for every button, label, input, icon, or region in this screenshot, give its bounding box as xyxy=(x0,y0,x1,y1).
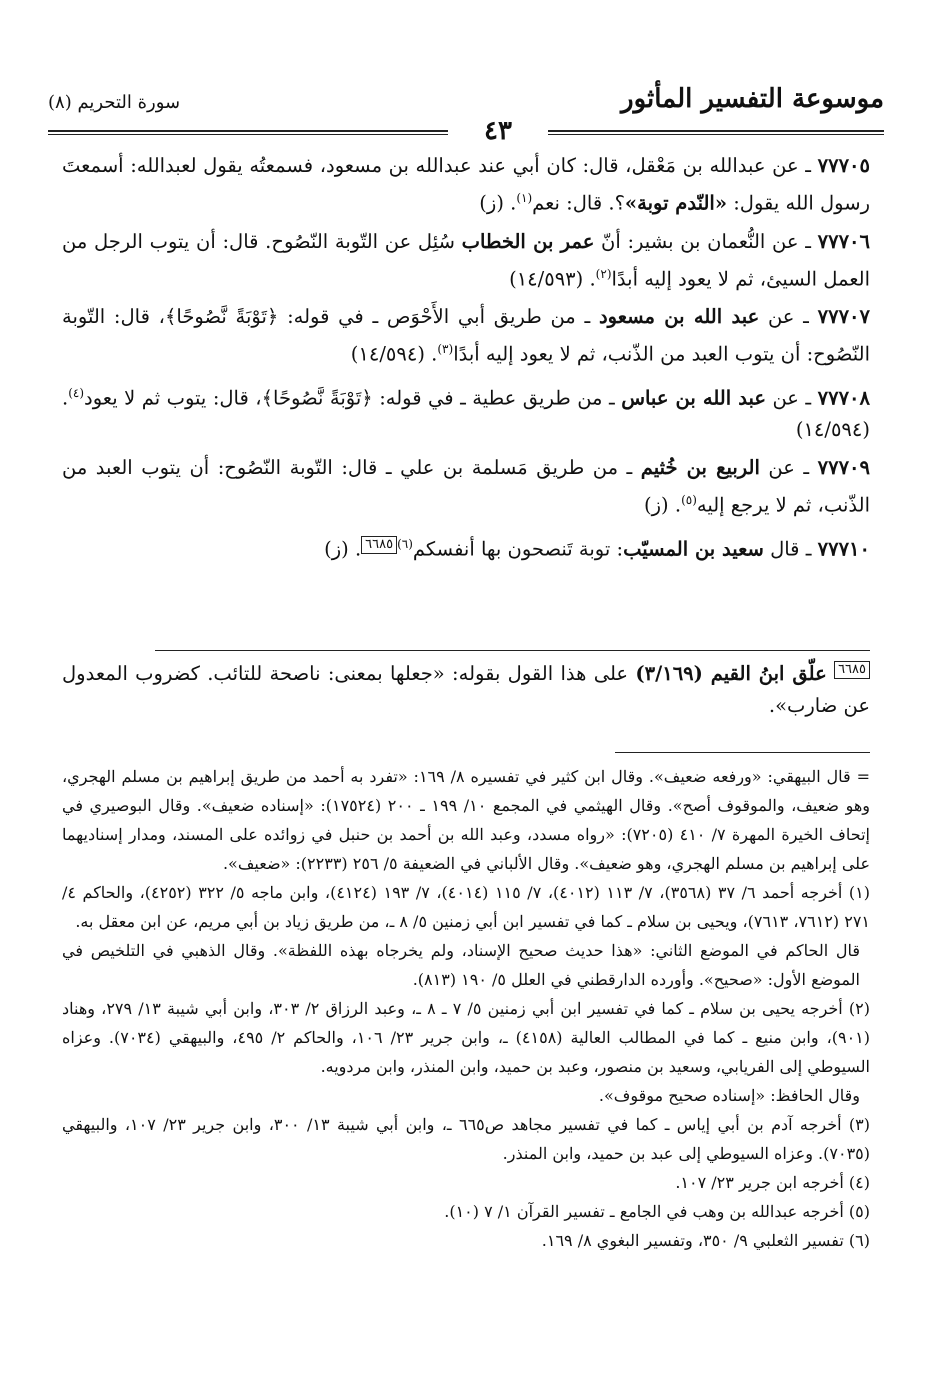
comment-author: علّق ابنُ القيم (٣/١٦٩) xyxy=(635,662,827,685)
footnote: (٢) أخرجه يحيى بن سلام ـ كما في تفسير ابن أبي زمنين ٥/ ٧ ـ ٨ ـ، وعبد الرزاق ٢/ ٣٠٣، وابن أبي شيبة ١٣/ ٢٧٩، وهناد (٩٠١)، وابن منيع ـ كما في المطالب العالية (٤١٥٨) ـ، وابن جرير ٢٣/ ١٠٦، والحاكم ٢/ ٤٩٥، والبيهقي (٧٠٣٤). وعزاه السيوطي إلى الفريابي، وسعيد بن منصور، وعبد بن حميد، وابن المنذر، وابن مردويه. xyxy=(62,999,871,1076)
entry-number: ٧٧٧٠٧ xyxy=(817,305,870,328)
footnote-ref: (٣) xyxy=(437,342,454,356)
entry-number: ٧٧٧٠٦ xyxy=(817,229,870,253)
entry: ٧٧٧٠٦ ـ عن النُّعمان بن بشير: أنّ عمر بن الخطاب سُئِل عن التّوبة النّصُوح. قال: أن يتوب الرجل من العمل السيئ، ثم لا يعود إليه أبدًا$^{(٢)}$. (١٤/٥٩٣) xyxy=(62,229,870,290)
footnote-ref: (٤) xyxy=(68,385,85,400)
surah-title: سورة التحريم (٨) xyxy=(48,92,181,113)
footnote: (٥) أخرجه عبدالله بن وهب في الجامع ـ تفسير القرآن ١/ ٧ (١٠). xyxy=(444,1202,870,1221)
entry: ٧٧٧٠٩ ـ عن الربيع بن خُثيم ـ من طريق مَسلمة بن علي ـ قال: التّوبة النّصُوح: أن يتوب العبد من الذّنب، ثم لا يرجع إليه$^{(٥)}$. (ز) xyxy=(62,456,870,517)
footnote-ref: (٦) xyxy=(397,536,413,551)
footnote-ref: (٥) xyxy=(681,493,697,507)
entry-number: ٧٧٧٠٨ xyxy=(817,386,870,409)
footnote: (١) أخرجه أحمد ٦/ ٣٧ (٣٥٦٨)، ٧/ ١١٣ (٤٠١٢)، ٧/ ١١٥ (٤٠١٤)، ٧/ ١٩٣ (٤١٢٤)، وابن ماجه ٥/ ٣٢٢ (٤٢٥٢)، والحاكم ٤/ ٢٧١ (٧٦١٢، ٧٦١٣)، ويحيى بن سلام ـ كما في تفسير ابن أبي زمنين ٥/ ٨ ـ، من طريق زياد بن أبي مريم، عن ابن معقل به. xyxy=(62,883,870,931)
footnote-ref: (٢) xyxy=(595,266,612,281)
entry-number: ٧٧٧١٠ xyxy=(817,537,870,560)
scholar-comment xyxy=(62,658,870,722)
footnote: وقال الحافظ: «إسناده صحيح موقوف». xyxy=(598,1086,860,1105)
entry: ٧٧٧٠٥ ـ عن عبدالله بن مَعْقل، قال: كان أبي عند عبدالله بن مسعود، فسمعتُه يقول لعبدالله: أسمعتَ رسول الله يقول: «النّدم توبة»؟. قال: نعم$^{(١)}$. (ز) xyxy=(62,154,870,215)
footnote: (٦) تفسير الثعلبي ٩/ ٣٥٠، وتفسير البغوي ٨/ ١٦٩. xyxy=(541,1231,870,1250)
entry: ٧٧٧١٠ ـ قال سعيد بن المسيّب: توبة تَنصحون بها أنفسكم$^{(٦)}$٦٦٨٥. (ز) xyxy=(324,536,870,560)
footnote-ref: (١) xyxy=(516,191,533,205)
comment-number-box: ٦٦٨٥ xyxy=(834,661,870,679)
book-title: موسوعة التفسير المأثور xyxy=(621,84,884,114)
entry: ٧٧٧٠٧ ـ عن عبد الله بن مسعود ـ من طريق أبي الأَحْوَص ـ في قوله: ﴿تَوْبَةً نَّصُوحًا﴾، قال: التّوبة النّصُوح: أن يتوب العبد من الذّنب، ثم لا يعود إليه أبدًا$^{(٣)}$. (١٤/٥٩٤) xyxy=(62,305,870,366)
footnote: = قال البيهقي: «ورفعه ضعيف». وقال ابن كثير في تفسيره ٨/ ١٦٩: «تفرد به أحمد من طريق إبراهيم بن مسلم الهجري، وهو ضعيف، والموقوف أصح». وقال الهيثمي في المجمع ١٠/ ١٩٩ ـ ٢٠٠ (١٧٥٢٤): «إسناده ضعيف». وقال البوصيري في إتحاف الخيرة المهرة ٧/ ٤١٠ (٧٢٠٥): «رواه مسدد، وعبد الله بن أحمد بن حنبل في زوائده على المسند، ومدار إسناديهما على إبراهيم بن مسلم الهجري، وهو ضعيف». وقال الألباني في الضعيفة ٥/ ٢٥٦ (٢٢٣٣): «ضعيف». xyxy=(62,767,871,873)
footnote: (٤) أخرجه ابن جرير ٢٣/ ١٠٧. xyxy=(675,1173,870,1192)
entry-number: ٧٧٧٠٥ xyxy=(817,154,870,177)
comment-ref-box: ٦٦٨٥ xyxy=(361,536,397,554)
footnotes xyxy=(62,762,870,1255)
entry-number: ٧٧٧٠٩ xyxy=(817,456,870,479)
main-text xyxy=(62,150,870,571)
footnote-separator xyxy=(615,752,870,753)
footnote: قال الحاكم في الموضع الثاني: «هذا حديث صحيح الإسناد، ولم يخرجاه بهذه اللفظة». وقال الذهبي في التلخيص في الموضع الأول: «صحيح». وأورده الدارقطني في العلل ٥/ ١٩٠ (٨١٣). xyxy=(62,941,860,989)
footnote: (٣) أخرجه آدم بن أبي إياس ـ كما في تفسير مجاهد ص٦٦٥ ـ، وابن أبي شيبة ١٣/ ٣٠٠، وابن جرير ٢٣/ ١٠٧، والبيهقي (٧٠٣٥). وعزاه السيوطي إلى عبد بن حميد، وابن المنذر. xyxy=(62,1115,870,1163)
entry: ٧٧٧٠٨ ـ عن عبد الله بن عباس ـ من طريق عطية ـ في قوله: ﴿تَوْبَةً نَّصُوحًا﴾، قال: يتوب ثم لا يعود$^{(٤)}$. (١٤/٥٩٤) xyxy=(62,385,870,441)
comment-text: على هذا القول بقوله: «جعلها بمعنى: ناصحة للتائب. كضروب المعدول عن ضارب». xyxy=(62,662,870,717)
separator-line xyxy=(155,650,870,651)
page-header xyxy=(48,70,884,146)
page-number: ٤٣ xyxy=(448,116,548,146)
